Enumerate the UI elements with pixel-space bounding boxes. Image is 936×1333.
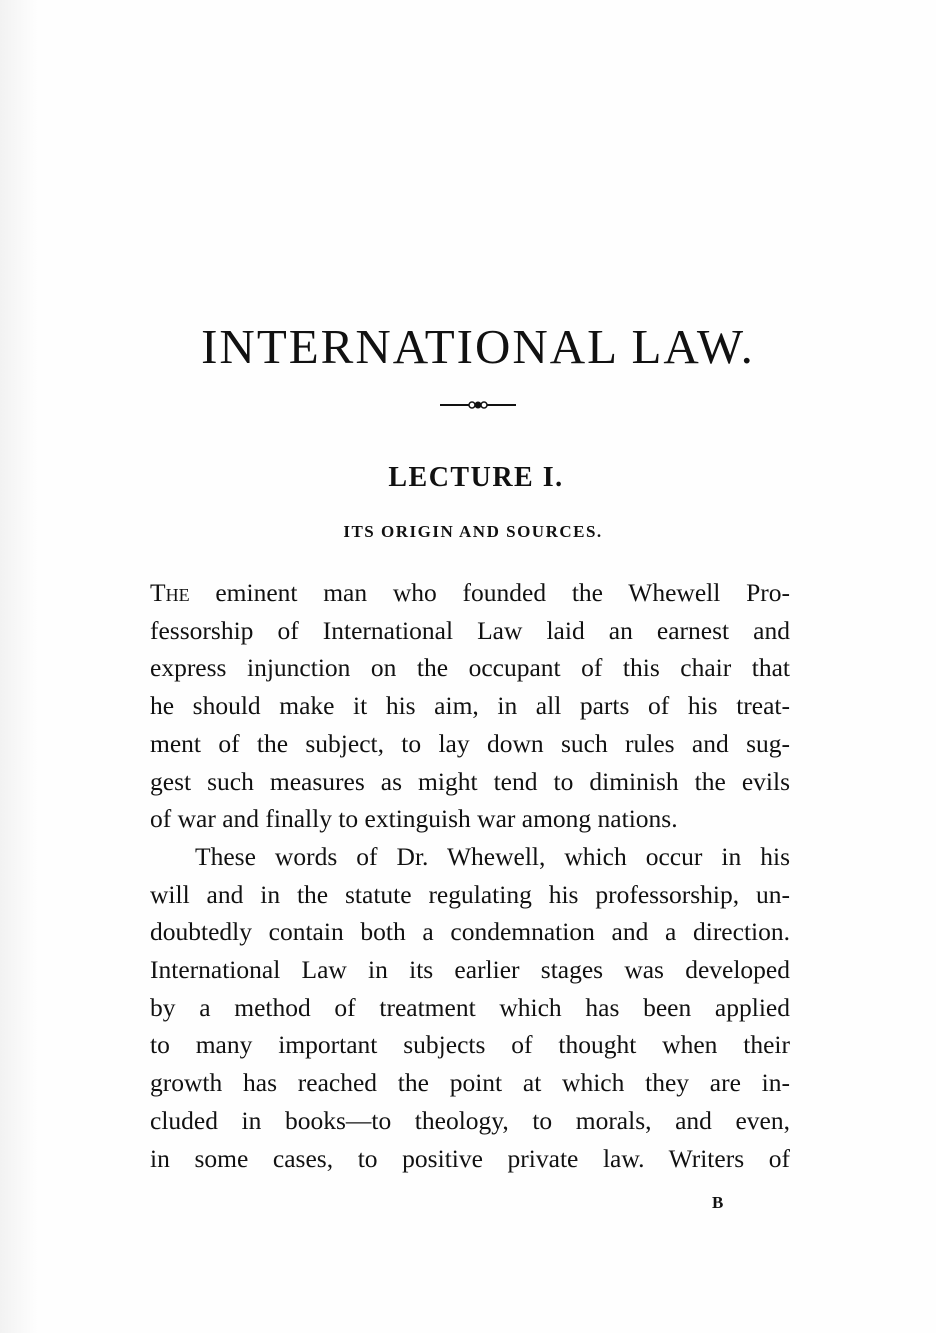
signature-mark: B: [712, 1193, 724, 1212]
lecture-heading: LECTURE I.: [388, 462, 564, 493]
text-line: to many important subjects of thought when their: [150, 1030, 790, 1060]
text-line: fessorship of International Law laid an earnest and: [150, 615, 790, 645]
text-line: will and in the statute regulating his professorship, un-: [150, 879, 790, 909]
text-line: he should make it his aim, in all parts of his treat-: [150, 691, 790, 721]
lecture-subtitle: ITS ORIGIN AND SOURCES.: [343, 522, 603, 541]
text-line: The eminent man who founded the Whewell Pro-: [150, 578, 790, 607]
text-line: cluded in books—to theology, to morals, and even,: [150, 1105, 790, 1135]
text-line: express injunction on the occupant of this chair that: [150, 653, 790, 683]
text-line: by a method of treatment which has been applied: [150, 992, 790, 1022]
text-line: doubtedly contain both a condemnation and a direction.: [150, 917, 790, 947]
body-text: [150, 574, 790, 1177]
page-edge-shadow: [0, 0, 38, 1333]
paragraph-1: [150, 574, 790, 838]
page-title: INTERNATIONAL LAW.: [201, 319, 755, 374]
text-line: in some cases, to positive private law. Writers of: [150, 1143, 790, 1173]
text-line: gest such measures as might tend to diminish the evils: [150, 766, 790, 796]
ornament-rule-icon: [438, 395, 518, 415]
text-line: ment of the subject, to lay down such rules and sug-: [150, 728, 790, 758]
text-line: International Law in its earlier stages was developed: [150, 955, 790, 985]
text-line: growth has reached the point at which they are in-: [150, 1068, 790, 1098]
paragraph-2: [150, 838, 790, 1177]
opening-word: The: [150, 578, 190, 607]
text-line: These words of Dr. Whewell, which occur in his: [195, 841, 790, 871]
text-line-last: of war and finally to extinguish war among nations.: [150, 804, 678, 834]
